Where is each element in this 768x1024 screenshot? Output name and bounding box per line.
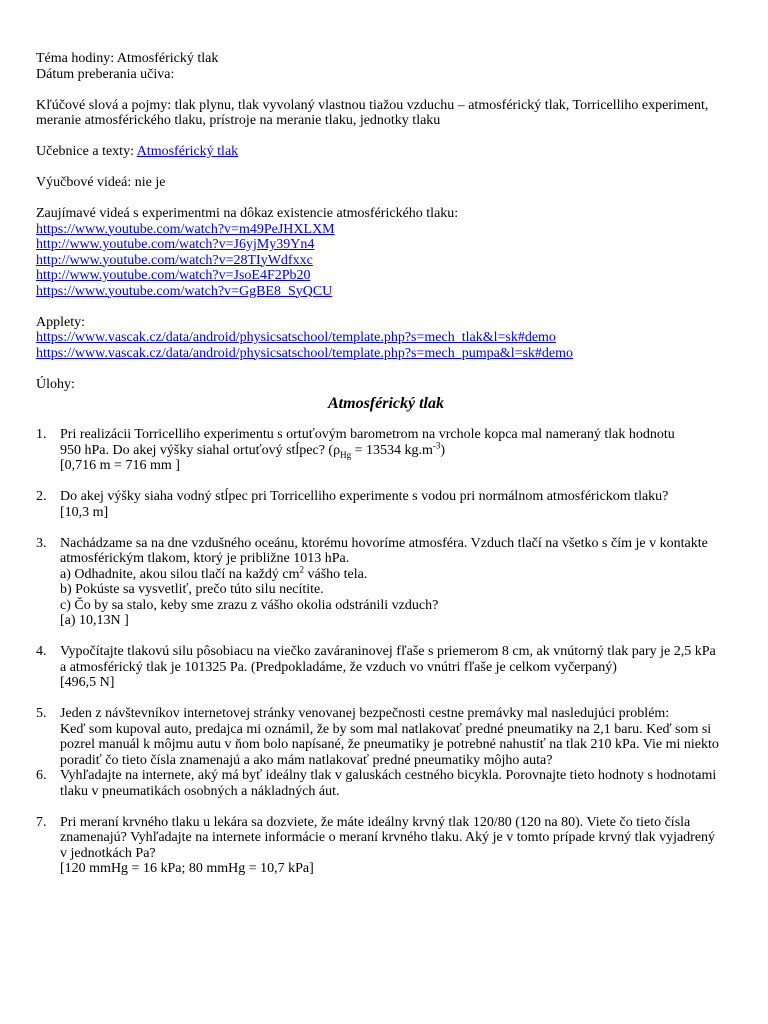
- task-number: 3.: [36, 535, 47, 551]
- task-line: Do akej výšky siaha vodný stĺpec pri Torricelliho experimente s vodou pri normálnom atmosférickom tlaku?: [60, 489, 669, 504]
- experiment-link-1[interactable]: https://www.youtube.com/watch?v=m49PeJHXLXM: [36, 221, 335, 237]
- task-6: [36, 768, 736, 799]
- task-subquestion-a: a) Odhadnite, akou silou tlačí na každý $cm^2$ vášho tela.: [60, 563, 368, 582]
- task-line: Nachádzame sa na dne vzdušného oceánu, ktorému hovoríme atmosféra. Vzduch tlačí na všetko s čím je v kontakte: [60, 535, 708, 551]
- task-line: a atmosférický tlak je 101325 Pa. (Predpokladáme, že vzduch vo vnútri fľaše je celkom vyčerpaný): [60, 659, 617, 675]
- task-line: v jednotkách Pa?: [60, 845, 156, 861]
- tasks-title: Atmosférický tlak: [328, 395, 444, 412]
- task-line: znamenajú? Vyhľadajte na internete informácie o meraní krvného tlaku. Aký je v tomto prípade krvný tlak vyjadrený: [60, 830, 716, 845]
- task-number: 7.: [36, 814, 47, 830]
- textbooks-link[interactable]: Atmosférický tlak: [136, 144, 239, 159]
- applets-label: Applety:: [36, 314, 85, 330]
- tasks-label: Úlohy:: [36, 376, 75, 392]
- task-subquestion-b: b) Pokúste sa vysvetliť, prečo túto silu necítite.: [60, 582, 324, 597]
- task-answer: [10,3 m]: [60, 504, 109, 520]
- task-line: Pri realizácii Torricelliho experimentu s ortuťovým barometrom na vrchole kopca mal nameraný tlak hodnotu: [60, 427, 675, 442]
- task-1: [36, 427, 736, 474]
- keywords-paragraph: Kľúčové slová a pojmy: tlak plynu, tlak vyvolaný vlastnou tiažou vzduchu – atmosférický tlak, Torricelliho experiment, meranie atmosférického tlaku, prístroje na meranie tlaku, jednotky tlaku: [36, 97, 709, 128]
- task-line: poradiť čo tieto čísla znamenajú a ako mám natlakovať predné pneumatiky môjho auta?: [60, 752, 553, 768]
- task-line: atmosférickým tlakom, ktorý je približne 1013 hPa.: [60, 551, 350, 566]
- experiment-link-4[interactable]: http://www.youtube.com/watch?v=JsoE4F2Pb20: [36, 268, 311, 283]
- videos-line: Výučbové videá: nie je: [36, 175, 166, 190]
- experiment-link-5[interactable]: https://www.youtube.com/watch?v=GgBE8_SyQCU: [36, 283, 333, 299]
- task-number: 1.: [36, 427, 47, 442]
- task-answer: [496,5 N]: [60, 675, 115, 690]
- textbooks-label: Učebnice a texty:: [36, 144, 134, 159]
- task-4: [36, 644, 736, 691]
- task-answer: [120 mmHg = 16 kPa; 80 mmHg = 10,7 kPa]: [60, 861, 314, 876]
- task-7: [36, 815, 736, 877]
- task-line: Jeden z návštevníkov internetovej stránky venovanej bezpečnosti cestne premávky mal nasledujúci problém:: [60, 706, 670, 721]
- task-number: 5.: [36, 706, 47, 721]
- task-subquestion-c: c) Čo by sa stalo, keby sme zrazu z vášho okolia odstránili vzduch?: [60, 597, 439, 613]
- task-2: [36, 489, 736, 520]
- task-3: [36, 536, 736, 629]
- task-5: [36, 706, 736, 768]
- task-line: tlaku v pneumatikách osobných a nákladných áut.: [60, 783, 340, 799]
- textbooks-line: [36, 144, 736, 160]
- task-line: pozrel manuál k môjmu autu v ňom bolo napísané, že pneumatiky je potrebné nahustiť na tlak 210 kPa. Vie mi niekto: [60, 737, 719, 752]
- task-number: 4.: [36, 644, 47, 659]
- task-line: Vypočítajte tlakovú silu pôsobiacu na viečko zaváraninovej fľaše s priemerom 8 cm, ak vnútorný tlak pary je 2,5 kPa: [60, 644, 716, 659]
- experiments-label: Zaujímavé videá s experimentmi na dôkaz existencie atmosférického tlaku:: [36, 206, 459, 221]
- task-line: Keď som kupoval auto, predajca mi oznámil, že by som mal natlakovať predné pneumatiky na 2,1 baru. Keď som si: [60, 721, 712, 737]
- task-line: Vyhľadajte na internete, aký má byť ideálny tlak v galuskách cestného bicykla. Porovnajte tieto hodnoty s hodnotami: [60, 768, 717, 783]
- task-answer: [0,716 m = 716 mm ]: [60, 458, 180, 473]
- applet-link-1[interactable]: https://www.vascak.cz/data/android/physicsatschool/template.php?s=mech_tlak&l=sk#demo: [36, 330, 556, 345]
- lesson-date: Dátum preberania učiva:: [36, 66, 175, 82]
- applet-link-2[interactable]: https://www.vascak.cz/data/android/physicsatschool/template.php?s=mech_pumpa&l=sk#demo: [36, 345, 574, 361]
- task-number: 6.: [36, 768, 47, 783]
- lesson-topic: Téma hodiny: Atmosférický tlak: [36, 51, 219, 66]
- experiment-link-2[interactable]: http://www.youtube.com/watch?v=J6yjMy39Yn4: [36, 237, 315, 252]
- task-number: 2.: [36, 489, 47, 504]
- task-line: 950 hPa. Do akej výšky siahal ortuťový stĺpec? ($\rho_{Hg} = 13534$ $kg.m^{-3}$): [60, 439, 446, 460]
- task-line: Pri meraní krvného tlaku u lekára sa dozviete, že máte ideálny krvný tlak 120/80 (120 na 80). Viete čo tieto čísla: [60, 814, 691, 830]
- document-page: [36, 51, 736, 877]
- experiment-link-3[interactable]: http://www.youtube.com/watch?v=28TIyWdfxxc: [36, 252, 313, 268]
- task-answer: [a) 10,13N ]: [60, 613, 129, 628]
